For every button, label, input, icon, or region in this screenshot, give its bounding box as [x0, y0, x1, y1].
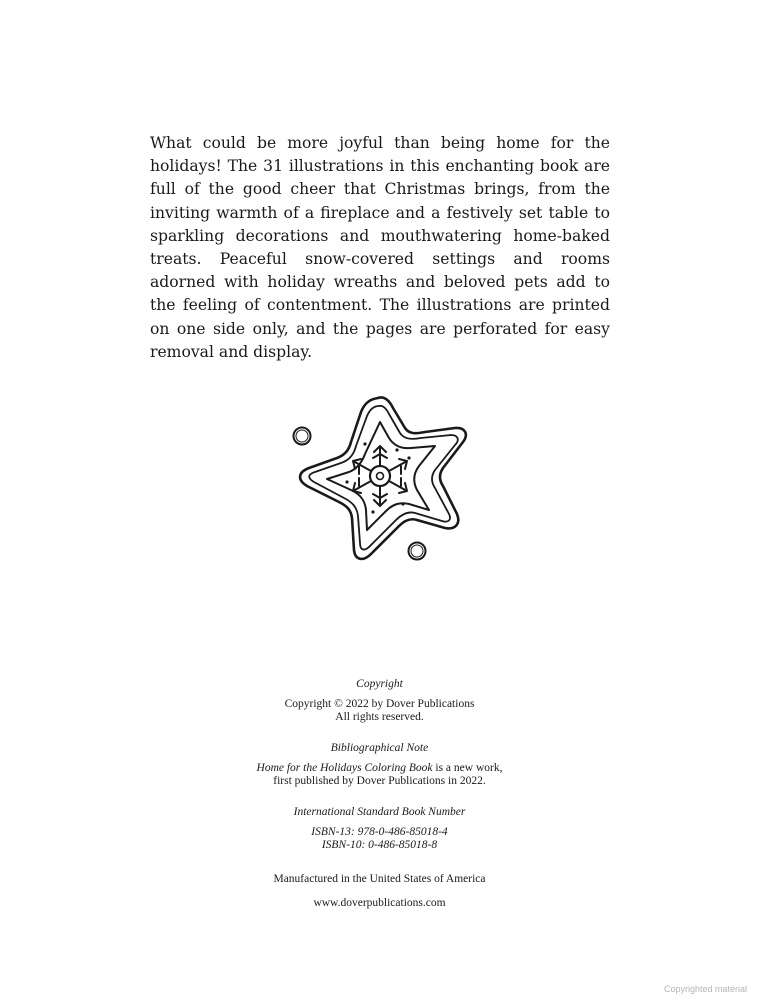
copyright-line: Copyright © 2022 by Dover Publications — [284, 698, 475, 710]
book-description: What could be more joyful than being home for the holidays! The 31 illustrations in this enchanting book are full of the good cheer that Christmas brings, from the inviting warmth of a fireplace and a festively set table to sparkling decorations and mouthwatering home-baked treats. Peaceful snow-covered settings and rooms adorned with holiday wreaths and beloved pets add to the feeling of contentment. The illustrations are printed on one side only, and the pages are perforated for easy removal and display. — [150, 134, 610, 361]
isbn-heading: International Standard Book Number — [293, 806, 466, 818]
website-link[interactable]: www.doverpublications.com — [313, 897, 446, 909]
manufactured-section — [0, 873, 759, 886]
manufactured-line: Manufactured in the United States of America — [273, 873, 486, 885]
bibliographical-note-line-1-rest: is a new work, — [432, 762, 503, 774]
bibliographical-note-line-2: first published by Dover Publications in 2022. — [273, 775, 486, 787]
isbn-10: ISBN-10: 0-486-85018-8 — [321, 839, 438, 851]
book-title: Home for the Holidays Coloring Book — [256, 762, 433, 774]
isbn-13: ISBN-13: 978-0-486-85018-4 — [311, 826, 448, 838]
bibliographical-note-line-1 — [0, 762, 759, 775]
copyright-heading: Copyright — [356, 678, 403, 690]
bibliographical-note-heading: Bibliographical Note — [330, 742, 429, 754]
website-section — [0, 897, 759, 910]
isbn-section — [0, 806, 759, 852]
copyright-page-info — [0, 678, 759, 910]
copyright-section — [0, 678, 759, 724]
star-cookie-icon — [285, 388, 475, 578]
bibliographical-note-section — [0, 742, 759, 788]
copyright-watermark: Copyrighted material — [663, 984, 747, 994]
rights-line: All rights reserved. — [335, 711, 424, 723]
